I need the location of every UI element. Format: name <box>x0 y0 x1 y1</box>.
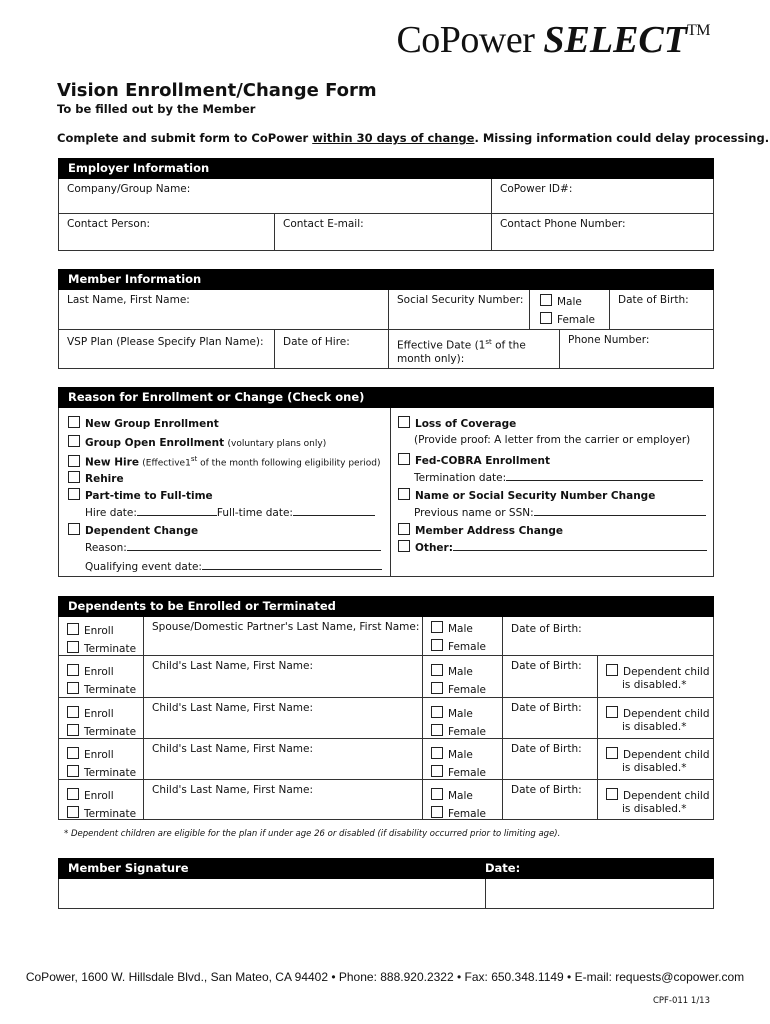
female-checkbox[interactable] <box>431 724 443 736</box>
child-name-field[interactable]: Child's Last Name, First Name: <box>144 698 423 739</box>
terminate-checkbox[interactable] <box>67 724 79 736</box>
male-option[interactable]: Male <box>431 664 502 679</box>
dependents-section-header: Dependents to be Enrolled or Terminated <box>58 596 714 617</box>
reason-section <box>58 408 714 577</box>
new-hire-checkbox[interactable] <box>68 455 80 467</box>
disabled-checkbox[interactable] <box>606 706 618 718</box>
female-option[interactable]: Female <box>431 682 502 697</box>
male-option[interactable]: Male <box>431 747 502 762</box>
male-option[interactable]: Male <box>431 788 502 803</box>
enroll-option[interactable]: Enroll <box>67 664 143 679</box>
dob-field[interactable]: Date of Birth: <box>610 290 713 330</box>
female-checkbox[interactable] <box>431 639 443 651</box>
enroll-option[interactable]: Enroll <box>67 747 143 762</box>
rehire-checkbox[interactable] <box>68 471 80 483</box>
address-change-option[interactable]: Member Address Change <box>398 523 563 538</box>
vsp-plan-field[interactable]: VSP Plan (Please Specify Plan Name): <box>59 330 275 368</box>
name-ssn-change-option[interactable]: Name or Social Security Number Change <box>398 488 655 503</box>
female-checkbox[interactable] <box>540 312 552 324</box>
child-enroll-terminate <box>59 698 144 739</box>
termination-date-line[interactable]: Termination date: <box>414 470 703 485</box>
signature-section-header: Member Signature Date: <box>58 858 714 879</box>
ssn-field[interactable]: Social Security Number: <box>389 290 530 330</box>
male-checkbox[interactable] <box>540 294 552 306</box>
spouse-enroll-terminate <box>59 617 144 656</box>
qualifying-event-line[interactable]: Qualifying event date: <box>85 559 382 574</box>
child-gender-field <box>423 780 503 819</box>
male-checkbox[interactable] <box>431 706 443 718</box>
male-checkbox[interactable] <box>431 788 443 800</box>
enroll-option[interactable]: Enroll <box>67 788 143 803</box>
footer-contact: CoPower, 1600 W. Hillsdale Blvd., San Mateo, CA 94402 • Phone: 888.920.2322 • Fax: 650.348.1149 • E-mail: requests@copower.com <box>25 970 745 984</box>
child-enroll-terminate <box>59 780 144 819</box>
child-gender-field <box>423 698 503 739</box>
enroll-checkbox[interactable] <box>67 788 79 800</box>
signature-field[interactable] <box>59 879 486 908</box>
company-name-field[interactable]: Company/Group Name: <box>59 179 492 214</box>
copower-id-field[interactable]: CoPower ID#: <box>492 179 713 214</box>
child-disabled-field[interactable]: Dependent child is disabled.* <box>598 780 713 819</box>
terminate-checkbox[interactable] <box>67 641 79 653</box>
terminate-option[interactable]: Terminate <box>67 765 143 780</box>
terminate-checkbox[interactable] <box>67 682 79 694</box>
other-checkbox[interactable] <box>398 540 410 552</box>
child-dob-field[interactable]: Date of Birth: <box>503 656 598 698</box>
female-option[interactable]: Female <box>540 312 609 327</box>
new-group-checkbox[interactable] <box>68 416 80 428</box>
terminate-option[interactable]: Terminate <box>67 641 143 656</box>
signature-section <box>58 879 714 909</box>
loss-coverage-option[interactable]: Loss of Coverage <box>398 416 516 431</box>
loss-coverage-note: (Provide proof: A letter from the carrier or employer) <box>414 434 691 446</box>
loss-coverage-checkbox[interactable] <box>398 416 410 428</box>
enroll-option[interactable]: Enroll <box>67 706 143 721</box>
hire-ft-date-line[interactable]: Hire date: Full-time date: <box>85 505 375 520</box>
spouse-gender-field <box>423 617 503 656</box>
disabled-checkbox[interactable] <box>606 664 618 676</box>
address-change-checkbox[interactable] <box>398 523 410 535</box>
disabled-checkbox[interactable] <box>606 747 618 759</box>
cobra-option[interactable]: Fed-COBRA Enrollment <box>398 453 550 468</box>
child-dob-field[interactable]: Date of Birth: <box>503 698 598 739</box>
terminate-option[interactable]: Terminate <box>67 724 143 739</box>
open-enrollment-checkbox[interactable] <box>68 435 80 447</box>
contact-person-field[interactable]: Contact Person: <box>59 214 275 250</box>
enroll-checkbox[interactable] <box>67 706 79 718</box>
hire-date-field[interactable]: Date of Hire: <box>275 330 389 368</box>
new-group-option[interactable]: New Group Enrollment <box>68 416 219 431</box>
dependent-change-checkbox[interactable] <box>68 523 80 535</box>
previous-name-line[interactable]: Previous name or SSN: <box>414 505 706 520</box>
male-option[interactable]: Male <box>431 706 502 721</box>
child-disabled-field[interactable]: Dependent child is disabled.* <box>598 698 713 739</box>
spouse-name-field[interactable]: Spouse/Domestic Partner's Last Name, First Name: <box>144 617 423 656</box>
terminate-checkbox[interactable] <box>67 765 79 777</box>
enroll-checkbox[interactable] <box>67 623 79 635</box>
contact-phone-field[interactable]: Contact Phone Number: <box>500 218 626 230</box>
child-gender-field <box>423 656 503 698</box>
female-option[interactable]: Female <box>431 724 502 739</box>
member-section <box>58 290 714 369</box>
child-enroll-terminate <box>59 739 144 780</box>
female-checkbox[interactable] <box>431 806 443 818</box>
child-gender-field <box>423 739 503 780</box>
member-section-header: Member Information <box>58 269 714 290</box>
gender-field <box>530 290 610 330</box>
contact-email-field[interactable]: Contact E-mail: <box>275 214 492 250</box>
female-option[interactable]: Female <box>431 806 502 821</box>
instructions: Complete and submit form to CoPower within 30 days of change. Missing information could delay processing. <box>57 131 770 145</box>
disabled-checkbox[interactable] <box>606 788 618 800</box>
reason-divider <box>390 408 391 576</box>
new-hire-option[interactable]: New Hire (Effective1st of the month following eligibility period) <box>68 453 381 471</box>
dependent-change-option[interactable]: Dependent Change <box>68 523 198 538</box>
male-option[interactable]: Male <box>540 294 609 309</box>
enroll-checkbox[interactable] <box>67 747 79 759</box>
form-code: CPF-011 1/13 <box>652 996 710 1006</box>
child-dob-field[interactable]: Date of Birth: <box>503 739 598 780</box>
other-option[interactable]: Other: <box>398 540 707 555</box>
female-option[interactable]: Female <box>431 765 502 780</box>
female-checkbox[interactable] <box>431 682 443 694</box>
child-enroll-terminate <box>59 656 144 698</box>
enroll-checkbox[interactable] <box>67 664 79 676</box>
employer-section <box>58 179 714 251</box>
copower-select-logo: CoPower SELECT™ <box>396 19 710 61</box>
dependents-section <box>58 617 714 820</box>
signature-date-field[interactable] <box>486 879 713 908</box>
open-enrollment-option[interactable]: Group Open Enrollment (voluntary plans only) <box>68 435 326 451</box>
terminate-checkbox[interactable] <box>67 806 79 818</box>
child-disabled-field[interactable]: Dependent child is disabled.* <box>598 656 713 698</box>
male-checkbox[interactable] <box>431 747 443 759</box>
pt-to-ft-checkbox[interactable] <box>68 488 80 500</box>
child-name-field[interactable]: Child's Last Name, First Name: <box>144 780 423 819</box>
name-ssn-change-checkbox[interactable] <box>398 488 410 500</box>
member-name-field[interactable]: Last Name, First Name: <box>59 290 389 330</box>
terminate-option[interactable]: Terminate <box>67 682 143 697</box>
female-option[interactable]: Female <box>431 639 502 654</box>
spouse-dob-field[interactable]: Date of Birth: <box>503 617 713 656</box>
female-checkbox[interactable] <box>431 765 443 777</box>
child-disabled-field[interactable]: Dependent child is disabled.* <box>598 739 713 780</box>
enroll-option[interactable]: Enroll <box>67 623 143 638</box>
page-subtitle: To be filled out by the Member <box>57 102 256 116</box>
phone-field[interactable]: Phone Number: <box>568 334 650 346</box>
page-title: Vision Enrollment/Change Form <box>57 80 377 101</box>
male-option[interactable]: Male <box>431 621 502 636</box>
reason-line[interactable]: Reason: <box>85 540 381 555</box>
employer-section-header: Employer Information <box>58 158 714 179</box>
dependent-eligibility-note: * Dependent children are eligible for the plan if under age 26 or disabled (if disability occurred prior to limiting age). <box>64 829 561 839</box>
terminate-option[interactable]: Terminate <box>67 806 143 821</box>
male-checkbox[interactable] <box>431 621 443 633</box>
male-checkbox[interactable] <box>431 664 443 676</box>
child-name-field[interactable]: Child's Last Name, First Name: <box>144 656 423 698</box>
cobra-checkbox[interactable] <box>398 453 410 465</box>
rehire-option[interactable]: Rehire <box>68 471 124 486</box>
child-dob-field[interactable]: Date of Birth: <box>503 780 598 819</box>
effective-date-field[interactable]: Effective Date (1st of the month only): <box>389 330 560 368</box>
reason-section-header: Reason for Enrollment or Change (Check one) <box>58 387 714 408</box>
pt-to-ft-option[interactable]: Part-time to Full-time <box>68 488 213 503</box>
child-name-field[interactable]: Child's Last Name, First Name: <box>144 739 423 780</box>
